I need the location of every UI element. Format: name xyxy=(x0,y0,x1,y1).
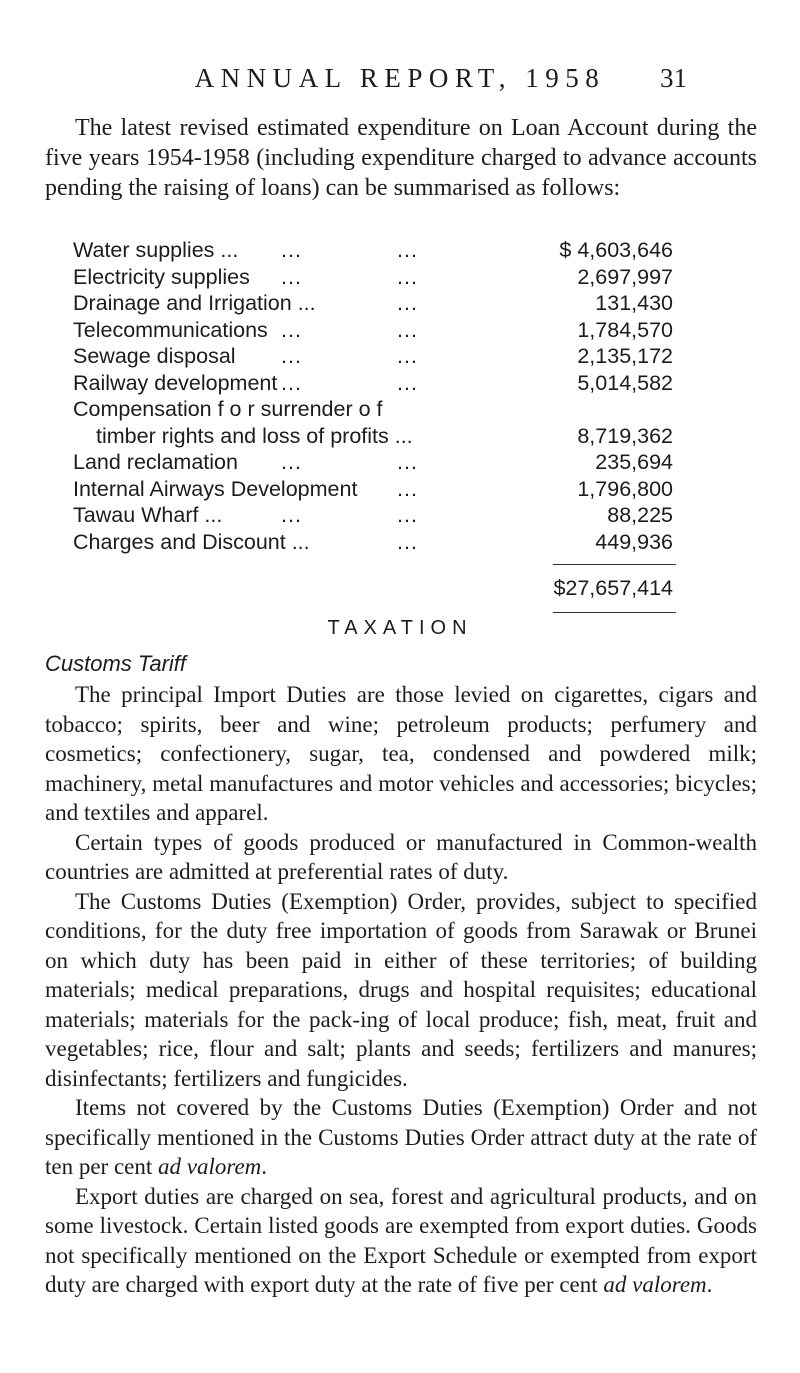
ad-valorem-term: ad valorem xyxy=(603,1272,707,1297)
leader-dots: ... xyxy=(281,450,302,474)
paragraph-export-duties xyxy=(45,1182,757,1300)
page-number: 31 xyxy=(660,63,687,93)
leader-dots: ... xyxy=(397,503,418,527)
leader-dots: ... xyxy=(397,476,418,501)
expenditure-row xyxy=(73,529,673,556)
paragraph-ad-valorem-import xyxy=(45,1093,757,1182)
expenditure-row xyxy=(73,449,673,476)
intro-paragraph xyxy=(45,113,757,203)
expenditure-label: Charges and Discount ... xyxy=(73,529,310,554)
expenditure-row xyxy=(73,317,673,344)
paragraph-import-duties: The principal Import Duties are those levied on cigarettes, cigars and tobacco; spirits, beer and wine; petroleum products; perfumery and cosmetics; confectionery, sugar, tea, condensed and powdered milk; machinery, metal manufactures and motor vehicles and accessories; bicycles; and textiles and apparel. xyxy=(45,682,757,825)
expenditure-row xyxy=(73,370,673,397)
ad-valorem-term: ad valorem xyxy=(158,1154,262,1179)
leader-dots: ... xyxy=(397,370,418,395)
leader-dots: ... xyxy=(281,344,302,368)
leader-dots: ... xyxy=(281,238,302,262)
expenditure-amount: 449,936 xyxy=(595,529,673,554)
leader-dots: ... xyxy=(281,264,302,289)
expenditure-label: Drainage and Irrigation ... xyxy=(73,291,316,315)
total-rule-top xyxy=(553,564,676,565)
leader-dots: ... xyxy=(281,370,302,395)
expenditure-amount: 88,225 xyxy=(607,503,673,527)
expenditure-amount: 1,796,800 xyxy=(577,476,673,501)
paragraph-end-punct: . xyxy=(261,1154,268,1179)
expenditure-row xyxy=(73,290,673,317)
expenditure-total: $27,657,414 xyxy=(553,576,673,600)
leader-dots: ... xyxy=(281,503,302,527)
leader-dots: ... xyxy=(281,317,302,342)
running-header xyxy=(0,58,800,98)
leader-dots: ... xyxy=(397,317,418,342)
expenditure-amount: $ 4,603,646 xyxy=(559,238,673,262)
leader-dots: ... xyxy=(397,264,418,289)
running-title: ANNUAL REPORT, 1958 xyxy=(194,63,606,93)
paragraph-end-punct: . xyxy=(706,1272,713,1297)
expenditure-amount: 5,014,582 xyxy=(577,370,673,395)
expenditure-amount: 2,697,997 xyxy=(577,264,673,289)
leader-dots: ... xyxy=(397,344,418,368)
total-rule-bottom xyxy=(553,612,676,613)
expenditure-label: Tawau Wharf ... xyxy=(73,503,223,527)
leader-dots: ... xyxy=(397,450,418,474)
expenditure-amount: 8,719,362 xyxy=(577,423,673,448)
paragraph-export-duties-text: Export duties are charged on sea, forest and agricultural products, and on some livestock. Certain listed goods are exempted from export duties. Goods not specifically mentioned on the Export Schedule or exempted from export duty are charged with export duty at the rate of five per cent xyxy=(45,1183,757,1297)
leader-dots: ... xyxy=(397,291,418,315)
expenditure-row xyxy=(73,237,673,264)
paragraph-commonwealth-preference: Certain types of goods produced or manufactured in Common-wealth countries are admitted at preferential rates of duty. xyxy=(45,829,757,884)
taxation-body xyxy=(45,680,757,1300)
paragraph-ad-valorem-import-text: Items not covered by the Customs Duties (Exemption) Order and not specifically mentioned in the Customs Duties Order attract duty at the rate of ten per cent xyxy=(45,1095,757,1179)
expenditure-label: Telecommunications xyxy=(73,317,268,342)
expenditure-row xyxy=(73,396,673,423)
expenditure-label: Sewage disposal xyxy=(73,344,236,368)
leader-dots: ... xyxy=(397,529,418,554)
expenditure-amount: 2,135,172 xyxy=(577,344,673,368)
expenditure-amount: 1,784,570 xyxy=(577,317,673,342)
expenditure-label: Compensation f o r surrender o f xyxy=(73,397,383,421)
subheading-customs-tariff: Customs Tariff xyxy=(45,651,187,676)
expenditure-label: Internal Airways Development xyxy=(73,476,358,501)
paragraph-exemption-order: The Customs Duties (Exemption) Order, provides, subject to specified conditions, for the duty free importation of goods from Sarawak or Brunei on which duty has been paid in either of these territories; of building materials; medical preparations, drugs and hospital requisites; educational materials; materials for the pack-ing of local produce; fish, meat, fruit and vegetables; rice, flour and salt; plants and seeds; fertilizers and manures; disinfectants; fertilizers and fungicides. xyxy=(45,888,757,1091)
expenditure-row xyxy=(73,502,673,529)
expenditure-amount: 131,430 xyxy=(595,291,673,315)
expenditure-label: timber rights and loss of profits ... xyxy=(96,423,413,448)
expenditure-table xyxy=(73,237,673,600)
expenditure-label: Railway development xyxy=(73,370,278,395)
section-heading-taxation: TAXATION xyxy=(327,617,473,639)
expenditure-row xyxy=(73,476,673,503)
expenditure-amount: 235,694 xyxy=(595,450,673,474)
leader-dots: ... xyxy=(397,238,418,262)
expenditure-row xyxy=(73,423,673,450)
expenditure-label: Electricity supplies xyxy=(73,264,250,289)
expenditure-label: Water supplies ... xyxy=(73,238,239,262)
expenditure-label: Land reclamation xyxy=(73,450,238,474)
expenditure-row xyxy=(73,343,673,370)
intro-text: The latest revised estimated expenditure on Loan Account during the five years 1954-1958 (including expenditure charged to advance accounts pending the raising of loans) can be summarised as follows: xyxy=(45,115,757,201)
expenditure-row xyxy=(73,264,673,291)
